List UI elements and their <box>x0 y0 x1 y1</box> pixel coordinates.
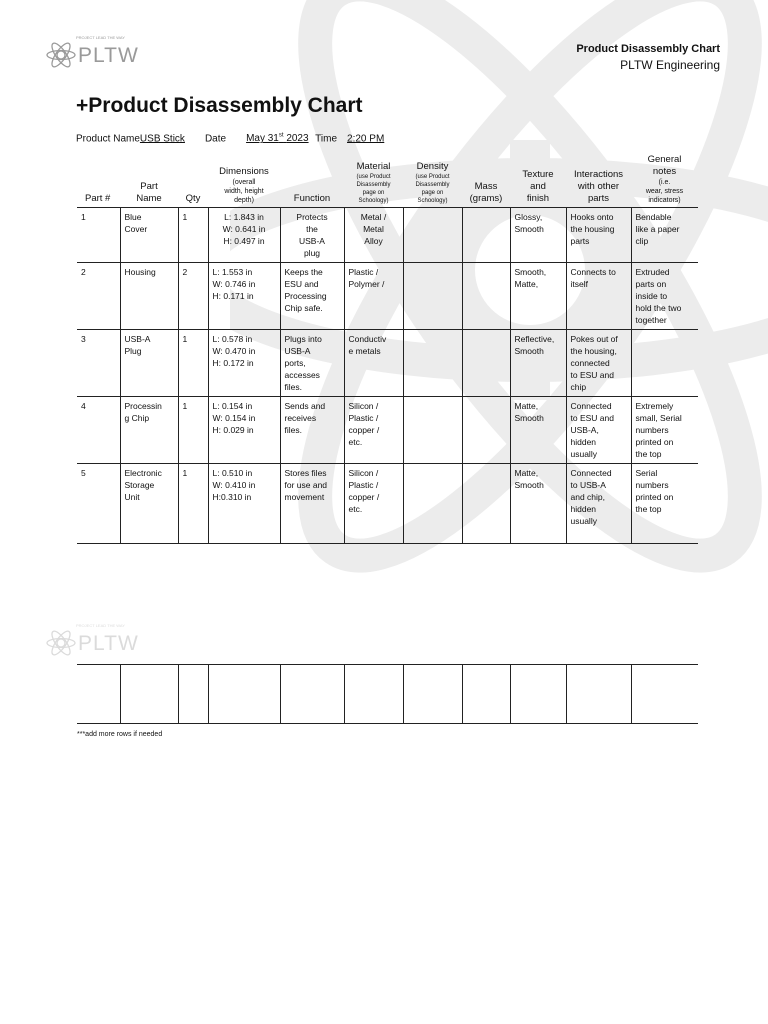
cell-dimensions: L: 1.553 in W: 0.746 in H: 0.171 in <box>208 263 280 330</box>
col-interactions: Interactions with other parts <box>566 152 631 208</box>
table-row <box>77 330 698 397</box>
cell-material: Conductiv e metals <box>344 330 403 397</box>
cell-material: Plastic / Polymer / <box>344 263 403 330</box>
cell-function: Keeps the ESU and Processing Chip safe. <box>280 263 344 330</box>
cell-texture: Matte, Smooth <box>510 397 566 464</box>
header-right <box>576 43 720 72</box>
col-part-name: Part Name <box>120 152 178 208</box>
col-notes: General notes (i.e. wear, stress indicators) <box>631 152 698 208</box>
empty-cell[interactable] <box>178 665 208 724</box>
product-name-label: Product Name <box>76 133 140 145</box>
cell-texture: Reflective, Smooth <box>510 330 566 397</box>
cell-part-no: 2 <box>77 263 120 330</box>
empty-cell[interactable] <box>462 665 510 724</box>
cell-interactions: Connected to USB-A and chip, hidden usually <box>566 464 631 544</box>
empty-cell[interactable] <box>344 665 403 724</box>
cell-interactions: Connected to ESU and USB-A, hidden usually <box>566 397 631 464</box>
empty-cell[interactable] <box>77 665 120 724</box>
table-row <box>77 208 698 263</box>
empty-cell[interactable] <box>280 665 344 724</box>
cell-qty: 1 <box>178 330 208 397</box>
col-qty: Qty <box>178 152 208 208</box>
cell-function: Stores files for use and movement <box>280 464 344 544</box>
cell-material: Metal / Metal Alloy <box>344 208 403 263</box>
date-label: Date <box>204 133 227 145</box>
cell-mass <box>462 208 510 263</box>
logo-text: PLTW <box>78 631 139 655</box>
pltw-logo-faded <box>46 623 139 658</box>
cell-dimensions: L: 1.843 in W: 0.641 in H: 0.497 in <box>208 208 280 263</box>
empty-cell[interactable] <box>403 665 462 724</box>
cell-interactions: Connects to itself <box>566 263 631 330</box>
footnote: ***add more rows if needed <box>77 731 163 738</box>
empty-cell[interactable] <box>566 665 631 724</box>
cell-part-no: 3 <box>77 330 120 397</box>
cell-part-no: 1 <box>77 208 120 263</box>
cell-part-name: Housing <box>120 263 178 330</box>
header-chart-title: Product Disassembly Chart <box>576 43 720 55</box>
cell-mass <box>462 330 510 397</box>
cell-interactions: Hooks onto the housing parts <box>566 208 631 263</box>
disassembly-table <box>77 152 698 544</box>
cell-mass <box>462 464 510 544</box>
empty-cell[interactable] <box>510 665 566 724</box>
empty-table-row <box>77 665 698 724</box>
product-info-line <box>76 133 384 144</box>
atom-icon <box>46 40 76 70</box>
cell-notes: Serial numbers printed on the top <box>631 464 698 544</box>
table-row <box>77 263 698 330</box>
time-value: 2:20 PM <box>347 133 385 145</box>
col-dimensions: Dimensions (overall width, height depth) <box>208 152 280 208</box>
cell-part-no: 4 <box>77 397 120 464</box>
cell-material: Silicon / Plastic / copper / etc. <box>344 464 403 544</box>
col-function: Function <box>280 152 344 208</box>
cell-mass <box>462 263 510 330</box>
product-name-value: USB Stick <box>139 133 185 145</box>
empty-cell[interactable] <box>631 665 698 724</box>
atom-icon <box>46 628 76 658</box>
cell-part-name: Blue Cover <box>120 208 178 263</box>
cell-notes: Extremely small, Serial numbers printed on the top <box>631 397 698 464</box>
logo-small-text: PROJECT LEAD THE WAY <box>76 623 125 628</box>
cell-interactions: Pokes out of the housing, connected to ESU and chip <box>566 330 631 397</box>
cell-qty: 1 <box>178 208 208 263</box>
cell-function: Sends and receives files. <box>280 397 344 464</box>
cell-function: Plugs into USB-A ports, accesses files. <box>280 330 344 397</box>
cell-texture: Smooth, Matte, <box>510 263 566 330</box>
col-density: Density (use Product Disassembly page on Schoology) <box>403 152 462 208</box>
table-row <box>77 397 698 464</box>
cell-part-no: 5 <box>77 464 120 544</box>
cell-qty: 2 <box>178 263 208 330</box>
table-header-row <box>77 152 698 208</box>
empty-cell[interactable] <box>208 665 280 724</box>
cell-notes: Bendable like a paper clip <box>631 208 698 263</box>
col-texture: Texture and finish <box>510 152 566 208</box>
logo-small-text: PROJECT LEAD THE WAY <box>76 35 125 40</box>
cell-density <box>403 397 462 464</box>
col-part-no: Part # <box>77 152 120 208</box>
cell-density <box>403 263 462 330</box>
cell-dimensions: L: 0.154 in W: 0.154 in H: 0.029 in <box>208 397 280 464</box>
cell-mass <box>462 397 510 464</box>
empty-rows-table <box>77 664 698 724</box>
cell-part-name: USB-A Plug <box>120 330 178 397</box>
cell-density <box>403 464 462 544</box>
date-value: May 31st 2023 <box>246 133 309 145</box>
pltw-logo <box>46 35 139 70</box>
time-label: Time <box>315 133 338 145</box>
header-subtitle: PLTW Engineering <box>620 58 720 72</box>
cell-part-name: Processin g Chip <box>120 397 178 464</box>
cell-density <box>403 208 462 263</box>
cell-dimensions: L: 0.510 in W: 0.410 in H:0.310 in <box>208 464 280 544</box>
table-row <box>77 464 698 544</box>
page-title: +Product Disassembly Chart <box>76 94 363 117</box>
cell-texture: Glossy, Smooth <box>510 208 566 263</box>
cell-dimensions: L: 0.578 in W: 0.470 in H: 0.172 in <box>208 330 280 397</box>
col-material: Material (use Product Disassembly page on Schoology) <box>344 152 403 208</box>
cell-qty: 1 <box>178 397 208 464</box>
cell-notes: Extruded parts on inside to hold the two together <box>631 263 698 330</box>
empty-cell[interactable] <box>120 665 178 724</box>
cell-texture: Matte, Smooth <box>510 464 566 544</box>
cell-qty: 1 <box>178 464 208 544</box>
cell-part-name: Electronic Storage Unit <box>120 464 178 544</box>
cell-function: Protects the USB-A plug <box>280 208 344 263</box>
cell-density <box>403 330 462 397</box>
cell-notes <box>631 330 698 397</box>
cell-material: Silicon / Plastic / copper / etc. <box>344 397 403 464</box>
logo-text: PLTW <box>78 43 139 67</box>
col-mass: Mass (grams) <box>462 152 510 208</box>
